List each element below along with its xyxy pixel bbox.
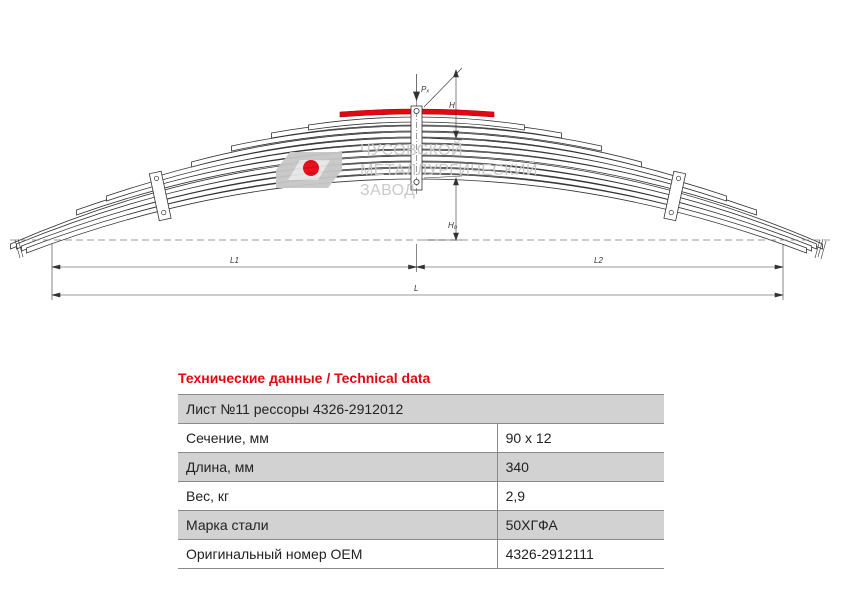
table-row (178, 424, 664, 453)
table-title: Технические данные / Technical data (178, 370, 431, 386)
load-arrow (414, 74, 420, 100)
technical-data-table (178, 394, 664, 569)
length-total-label: L (414, 284, 419, 293)
height-h0-label: H₀ (448, 221, 458, 230)
row-value: 4326-2912111 (497, 540, 664, 569)
row-label: Вес, кг (178, 482, 497, 511)
watermark-line-3: ЗАВОД (360, 182, 416, 199)
watermark-line-2: МЕТАЛЛУРГИЧЕСКИЙ (360, 162, 538, 179)
table-row (178, 482, 664, 511)
table-row (178, 453, 664, 482)
table-row (178, 511, 664, 540)
row-value: 50ХГФА (497, 511, 664, 540)
height-label: H (449, 101, 455, 110)
row-label: Длина, мм (178, 453, 497, 482)
row-value: 340 (497, 453, 664, 482)
row-label: Марка стали (178, 511, 497, 540)
length-l2-label: L2 (594, 256, 603, 265)
table-header: Лист №11 рессоры 4326-2912012 (178, 395, 664, 424)
row-value: 90 x 12 (497, 424, 664, 453)
table-header-row (178, 395, 664, 424)
row-label: Сечение, мм (178, 424, 497, 453)
load-label: Pₓ (421, 85, 430, 94)
length-l1-label: L1 (230, 256, 239, 265)
row-label: Оригинальный номер OEM (178, 540, 497, 569)
watermark-line-1: ЧУСОВСКОЙ (360, 142, 463, 159)
logo-dot-icon (303, 160, 319, 176)
row-value: 2,9 (497, 482, 664, 511)
height-h0-dimension (424, 176, 462, 240)
table-row (178, 540, 664, 569)
